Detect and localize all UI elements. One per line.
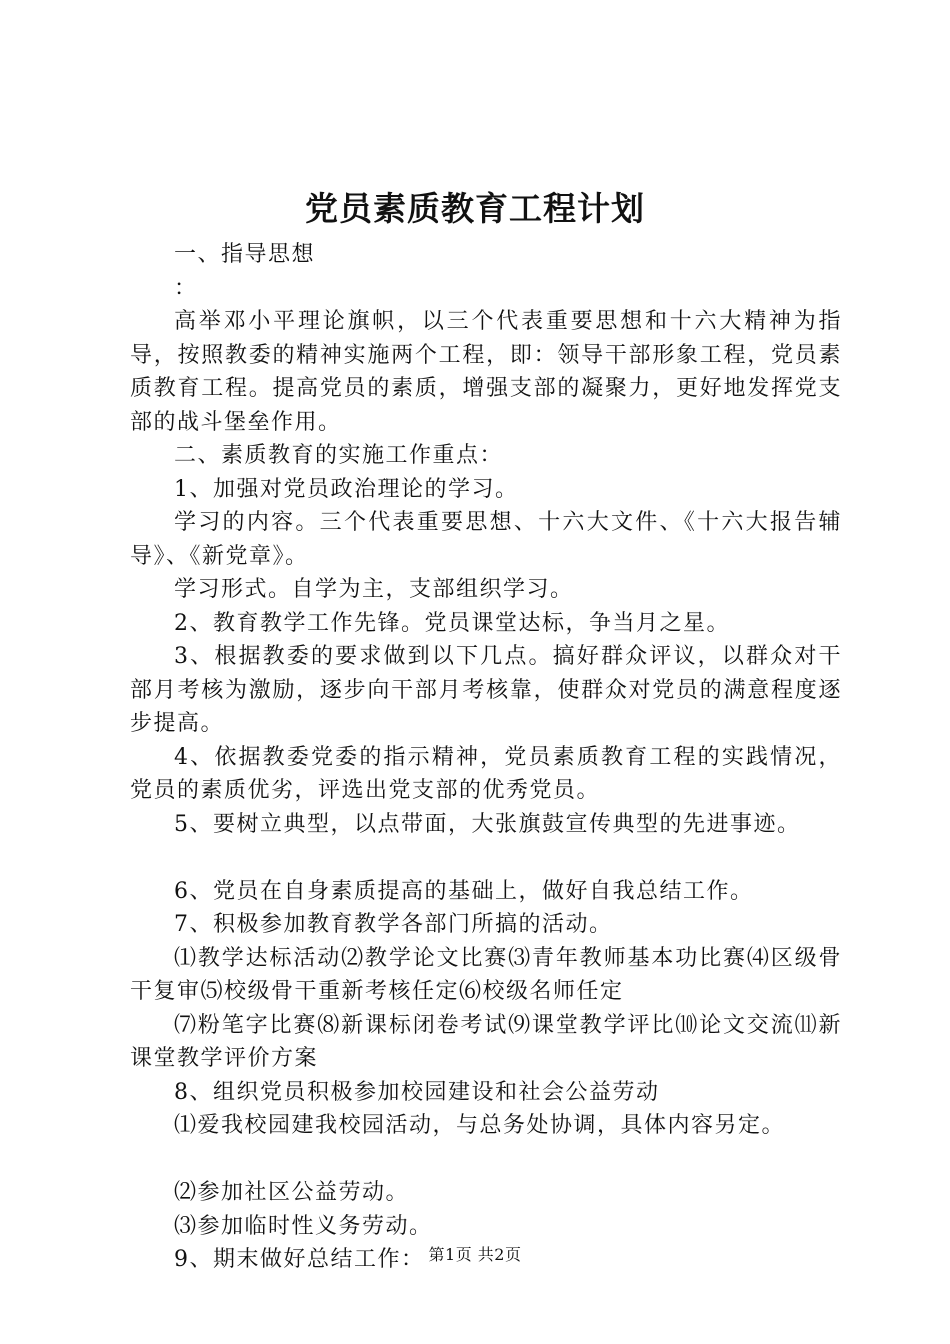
item-1: 1、加强对党员政治理论的学习。 bbox=[174, 476, 519, 502]
colon-line: ： bbox=[174, 275, 198, 301]
item-8-sub-1: ⑴爱我校园建我校园活动，与总务处协调，具体内容另定。 bbox=[174, 1113, 786, 1138]
item-5: 5、要树立典型，以点带面，大张旗鼓宣传典型的先进事迹。 bbox=[174, 811, 801, 837]
item-7: 7、积极参加教育教学各部门所搞的活动。 bbox=[174, 912, 613, 937]
item-2: 2、教育教学工作先锋。党员课堂达标，争当月之星。 bbox=[174, 610, 730, 636]
blank-line bbox=[130, 841, 842, 875]
item-3: 3、根据教委的要求做到以下几点。搞好群众评议，以群众对干部月考核为激励，逐步向干部月考核靠，使群众对党员的满意程度逐步提高。 bbox=[130, 644, 842, 736]
item-9: 9、期末做好总结工作： bbox=[174, 1247, 425, 1272]
paragraph-guiding-text: 高举邓小平理论旗帜，以三个代表重要思想和十六大精神为指导，按照教委的精神实施两个工程，即：领导干部形象工程，党员素质教育工程。提高党员的素质，增强支部的凝聚力，更好地发挥党支部的战斗堡垒作用。 bbox=[130, 309, 842, 435]
item-7-activities-a: ⑴教学达标活动⑵教学论文比赛⑶青年教师基本功比赛⑷区级骨干复审⑸校级骨干重新考核任定⑹校级名师任定 bbox=[130, 945, 842, 1004]
page-footer: 第1页 共2页 bbox=[428, 1245, 522, 1264]
blank-line bbox=[130, 1143, 842, 1177]
heading-guiding-ideology: 一、指导思想 bbox=[174, 242, 316, 267]
item-1-content: 学习的内容。三个代表重要思想、十六大文件、《十六大报告辅导》、《新党章》。 bbox=[130, 510, 842, 569]
item-1-form: 学习形式。自学为主，支部组织学习。 bbox=[174, 577, 574, 602]
item-8-sub-3: ⑶参加临时性义务劳动。 bbox=[174, 1213, 433, 1239]
item-6: 6、党员在自身素质提高的基础上，做好自我总结工作。 bbox=[174, 878, 754, 904]
document-body bbox=[130, 238, 842, 1277]
document-title: 党员素质教育工程计划 bbox=[305, 189, 645, 228]
item-4: 4、依据教委党委的指示精神，党员素质教育工程的实践情况，党员的素质优劣，评选出党支部的优秀党员。 bbox=[130, 744, 842, 803]
heading-key-points: 二、素质教育的实施工作重点： bbox=[174, 443, 504, 468]
item-8: 8、组织党员积极参加校园建设和社会公益劳动 bbox=[174, 1079, 660, 1105]
item-7-activities-b: ⑺粉笔字比赛⑻新课标闭卷考试⑼课堂教学评比⑽论文交流⑾新课堂教学评价方案 bbox=[130, 1012, 842, 1071]
item-8-sub-2: ⑵参加社区公益劳动。 bbox=[174, 1180, 410, 1205]
